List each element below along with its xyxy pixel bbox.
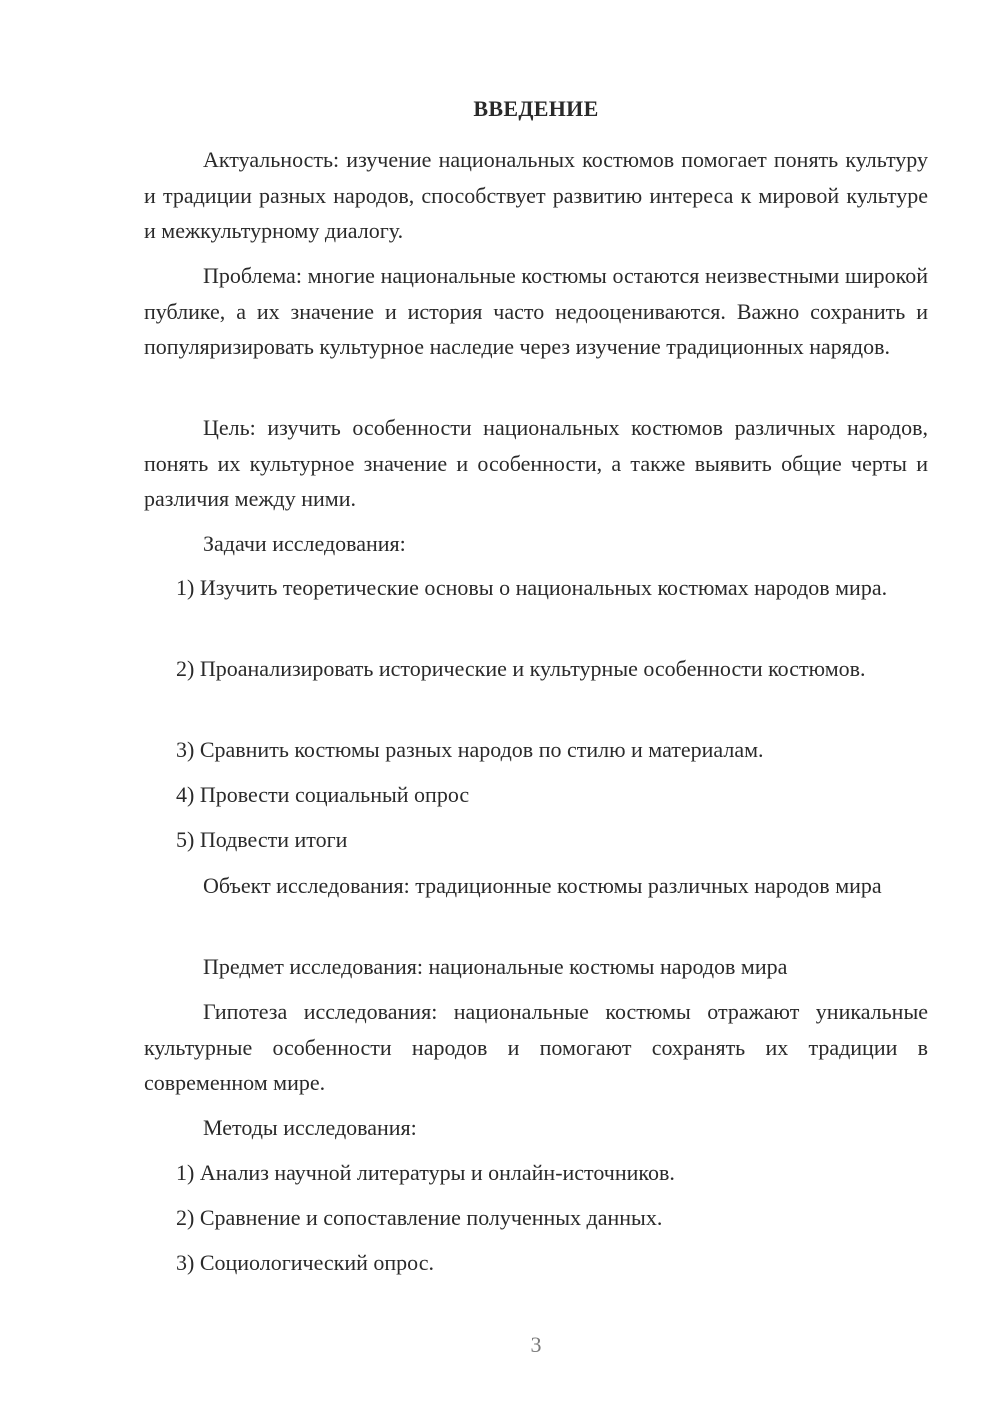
task-item-4: 4) Провести социальный опрос: [176, 782, 470, 807]
tasks-heading: Задачи исследования:: [203, 531, 406, 556]
relevance-paragraph: Актуальность: изучение национальных костюмов помогает понять культуру и традиции разных народов, способствует развитию интереса к мировой культуре и межкультурному диалогу.: [144, 147, 928, 243]
task-item-5: 5) Подвести итоги: [176, 827, 348, 852]
object-paragraph: Объект исследования: традиционные костюмы различных народов мира: [203, 873, 882, 898]
task-item-3: 3) Сравнить костюмы разных народов по стилю и материалам.: [176, 737, 764, 762]
methods-heading: Методы исследования:: [203, 1115, 417, 1140]
method-item-2: 2) Сравнение и сопоставление полученных данных.: [176, 1205, 663, 1230]
subject-paragraph: Предмет исследования: национальные костюмы народов мира: [203, 954, 788, 979]
page-title: ВВЕДЕНИЕ: [473, 96, 599, 121]
method-item-1: 1) Анализ научной литературы и онлайн-источников.: [176, 1160, 675, 1185]
task-item-2: 2) Проанализировать исторические и культурные особенности костюмов.: [176, 656, 866, 681]
task-item-1: 1) Изучить теоретические основы о национальных костюмах народов мира.: [176, 575, 888, 600]
page-number: 3: [530, 1332, 542, 1357]
problem-paragraph: Проблема: многие национальные костюмы остаются неизвестными широкой публике, а их значение и история часто недооцениваются. Важно сохранить и популяризировать культурное наследие через изучение традиционных нарядов.: [144, 263, 928, 359]
goal-paragraph: Цель: изучить особенности национальных костюмов различных народов, понять их культурное значение и особенности, а также выявить общие черты и различия между ними.: [144, 415, 928, 511]
method-item-3: 3) Социологический опрос.: [176, 1250, 434, 1275]
hypothesis-paragraph: Гипотеза исследования: национальные костюмы отражают уникальные культурные особенности народов и помогают сохранять их традиции в современном мире.: [144, 999, 928, 1095]
